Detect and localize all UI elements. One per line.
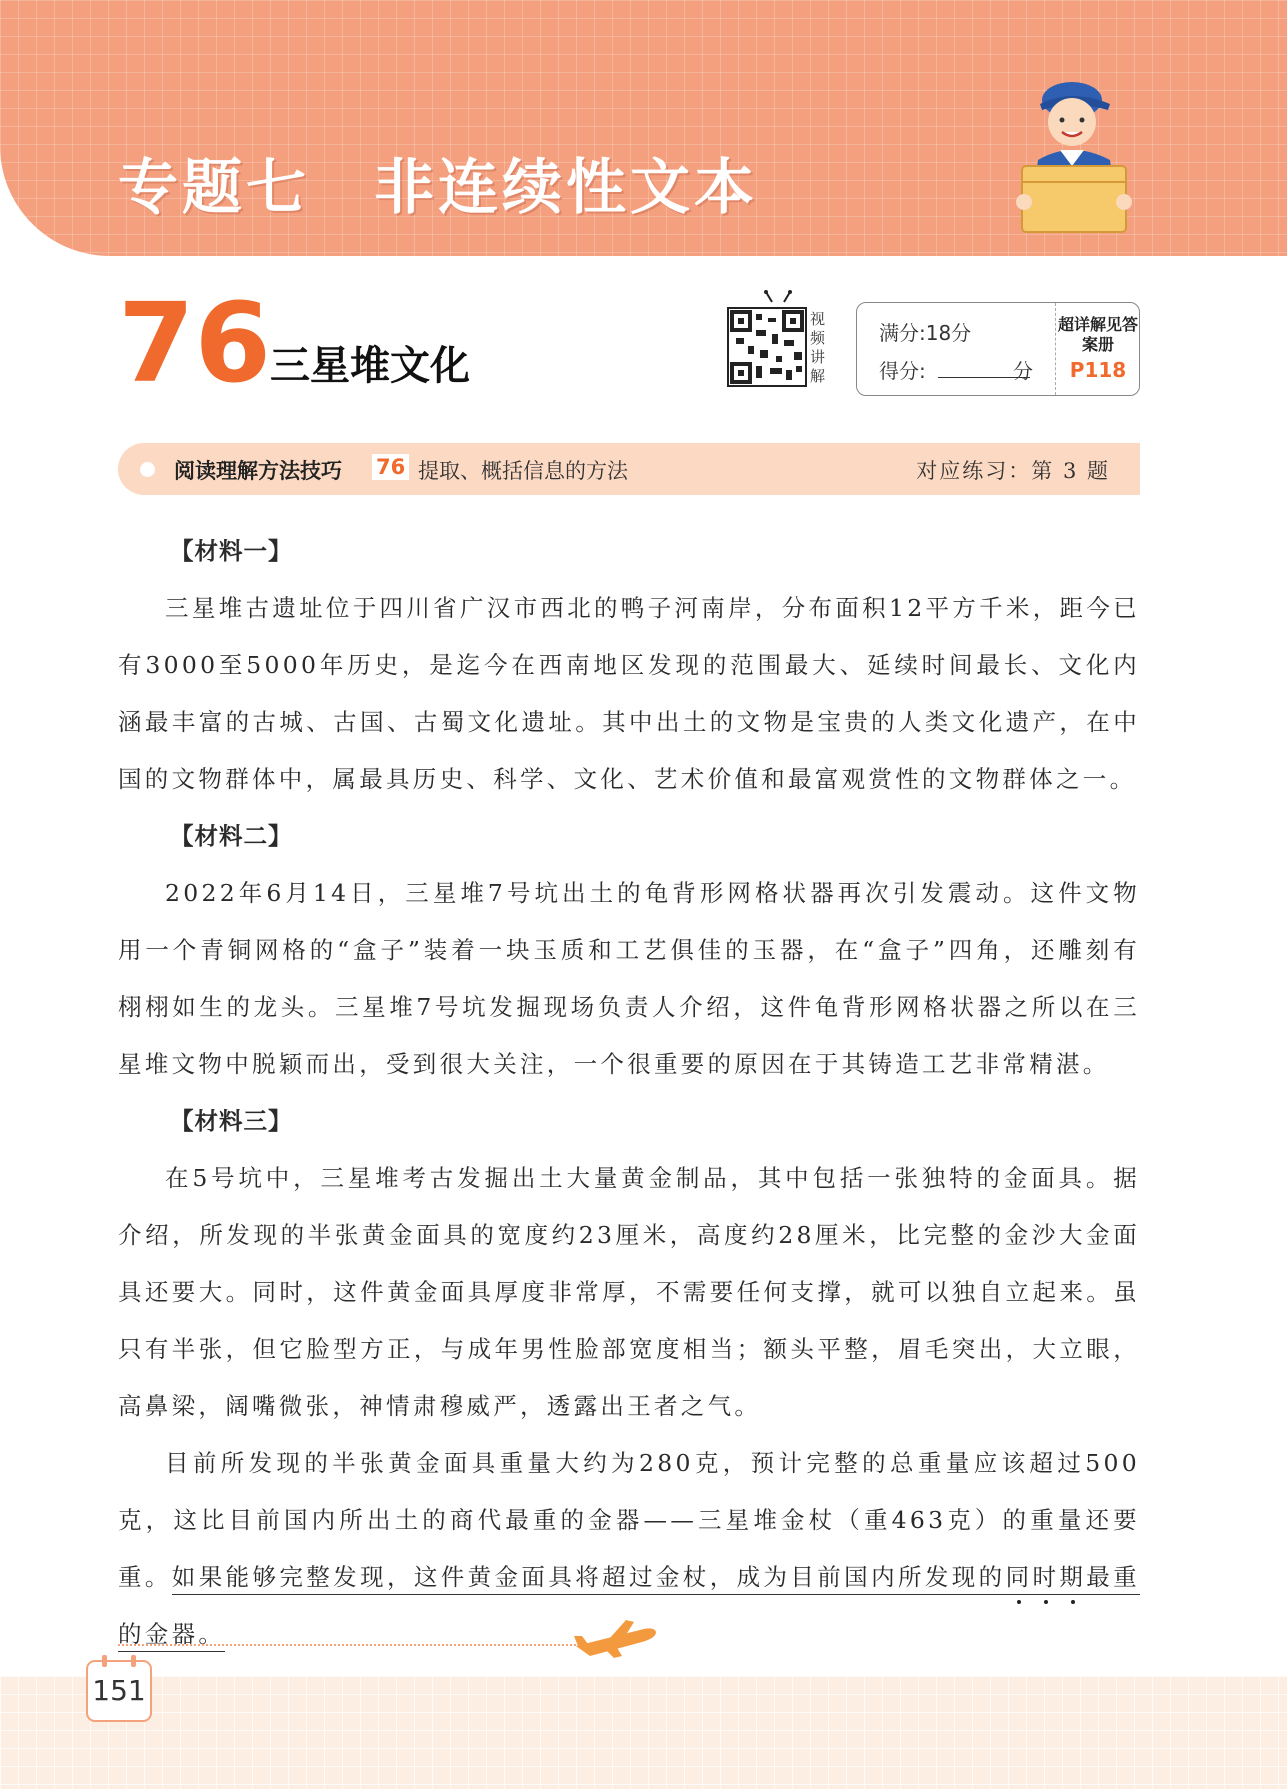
bullet-dot-icon	[140, 462, 155, 477]
video-lecture-label: 视频讲解	[810, 310, 826, 385]
emphasis-dotted-char: 时	[1032, 1563, 1060, 1591]
score-label: 得分:	[879, 359, 926, 383]
score-box	[856, 302, 1140, 396]
method-tip-title: 阅读理解方法技巧	[174, 459, 342, 483]
underlined-text: 最重的金器。	[118, 1563, 1140, 1648]
full-score: 满分:18分	[879, 321, 972, 345]
method-tip-number: 76	[372, 454, 409, 480]
underlined-text: 如果能够完整发现，这件黄金面具将超过金杖，成为目前国内所发现的	[171, 1563, 1006, 1591]
lesson-title: 三星堆文化	[270, 343, 470, 389]
material-heading: 【材料一】	[170, 537, 293, 565]
lesson-number: 76	[118, 279, 272, 407]
answer-page-reference: P118	[1069, 358, 1127, 382]
paragraph-text: 目前所发现的半张黄金面具重量大约为280克，预计完整的总重量应该超过500克，这比目前国内所出土的商代最重的金器——三星堆金杖（重463克）的重量还要重。	[118, 1449, 1140, 1591]
material-heading: 【材料二】	[170, 822, 293, 850]
emphasis-dotted-char: 期	[1059, 1563, 1087, 1591]
mascot-illustration	[1010, 70, 1140, 242]
section-title: 专题七 非连续性文本	[118, 153, 758, 223]
reading-article	[118, 523, 1140, 1663]
material-paragraph: 在5号坑中，三星堆考古发掘出土大量黄金制品，其中包括一张独特的金面具。据介绍，所发现的半张黄金面具的宽度约23厘米，高度约28厘米，比完整的金沙大金面具还要大。同时，这件黄金面具厚度非常厚，不需要任何支撑，就可以独自立起来。虽只有半张，但它脸型方正，与成年男性脸部宽度相当；额头平整，眉毛突出，大立眼，高鼻梁，阔嘴微张，神情肃穆威严，透露出王者之气。	[118, 1164, 1140, 1420]
material-heading: 【材料三】	[170, 1107, 293, 1135]
footer-band	[0, 1676, 1287, 1789]
answer-reference-hint: 超详解见答案册	[1057, 315, 1138, 354]
method-tip-bar	[118, 443, 1140, 495]
airplane-icon	[570, 1616, 660, 1660]
footer-dotted-line	[118, 1644, 588, 1646]
material-paragraph: 三星堆古遗址位于四川省广汉市西北的鸭子河南岸，分布面积12平方千米，距今已有3000至5000年历史，是迄今在西南地区发现的范围最大、延续时间最长、文化内涵最丰富的古城、古国、古蜀文化遗址。其中出土的文物是宝贵的人类文化遗产，在中国的文物群体中，属最具历史、科学、文化、艺术价值和最富观赏性的文物群体之一。	[118, 594, 1140, 793]
calendar-icon	[86, 1660, 152, 1722]
qr-code-icon[interactable]	[726, 290, 808, 390]
material-paragraph: 2022年6月14日，三星堆7号坑出土的龟背形网格状器再次引发震动。这件文物用一个青铜网格的“盒子”装着一块玉质和工艺俱佳的玉器，在“盒子”四角，还雕刻有栩栩如生的龙头。三星堆7号坑发掘现场负责人介绍，这件龟背形网格状器之所以在三星堆文物中脱颖而出，受到很大关注，一个很重要的原因在于其铸造工艺非常精湛。	[118, 879, 1140, 1078]
method-tip-name: 提取、概括信息的方法	[418, 459, 628, 483]
score-unit: 分	[1013, 359, 1033, 383]
score-box-divider	[1055, 303, 1056, 395]
emphasis-dotted-char: 同	[1005, 1563, 1033, 1591]
page-number: 151	[92, 1674, 146, 1707]
corresponding-exercise: 对应练习：第 3 题	[916, 459, 1110, 483]
